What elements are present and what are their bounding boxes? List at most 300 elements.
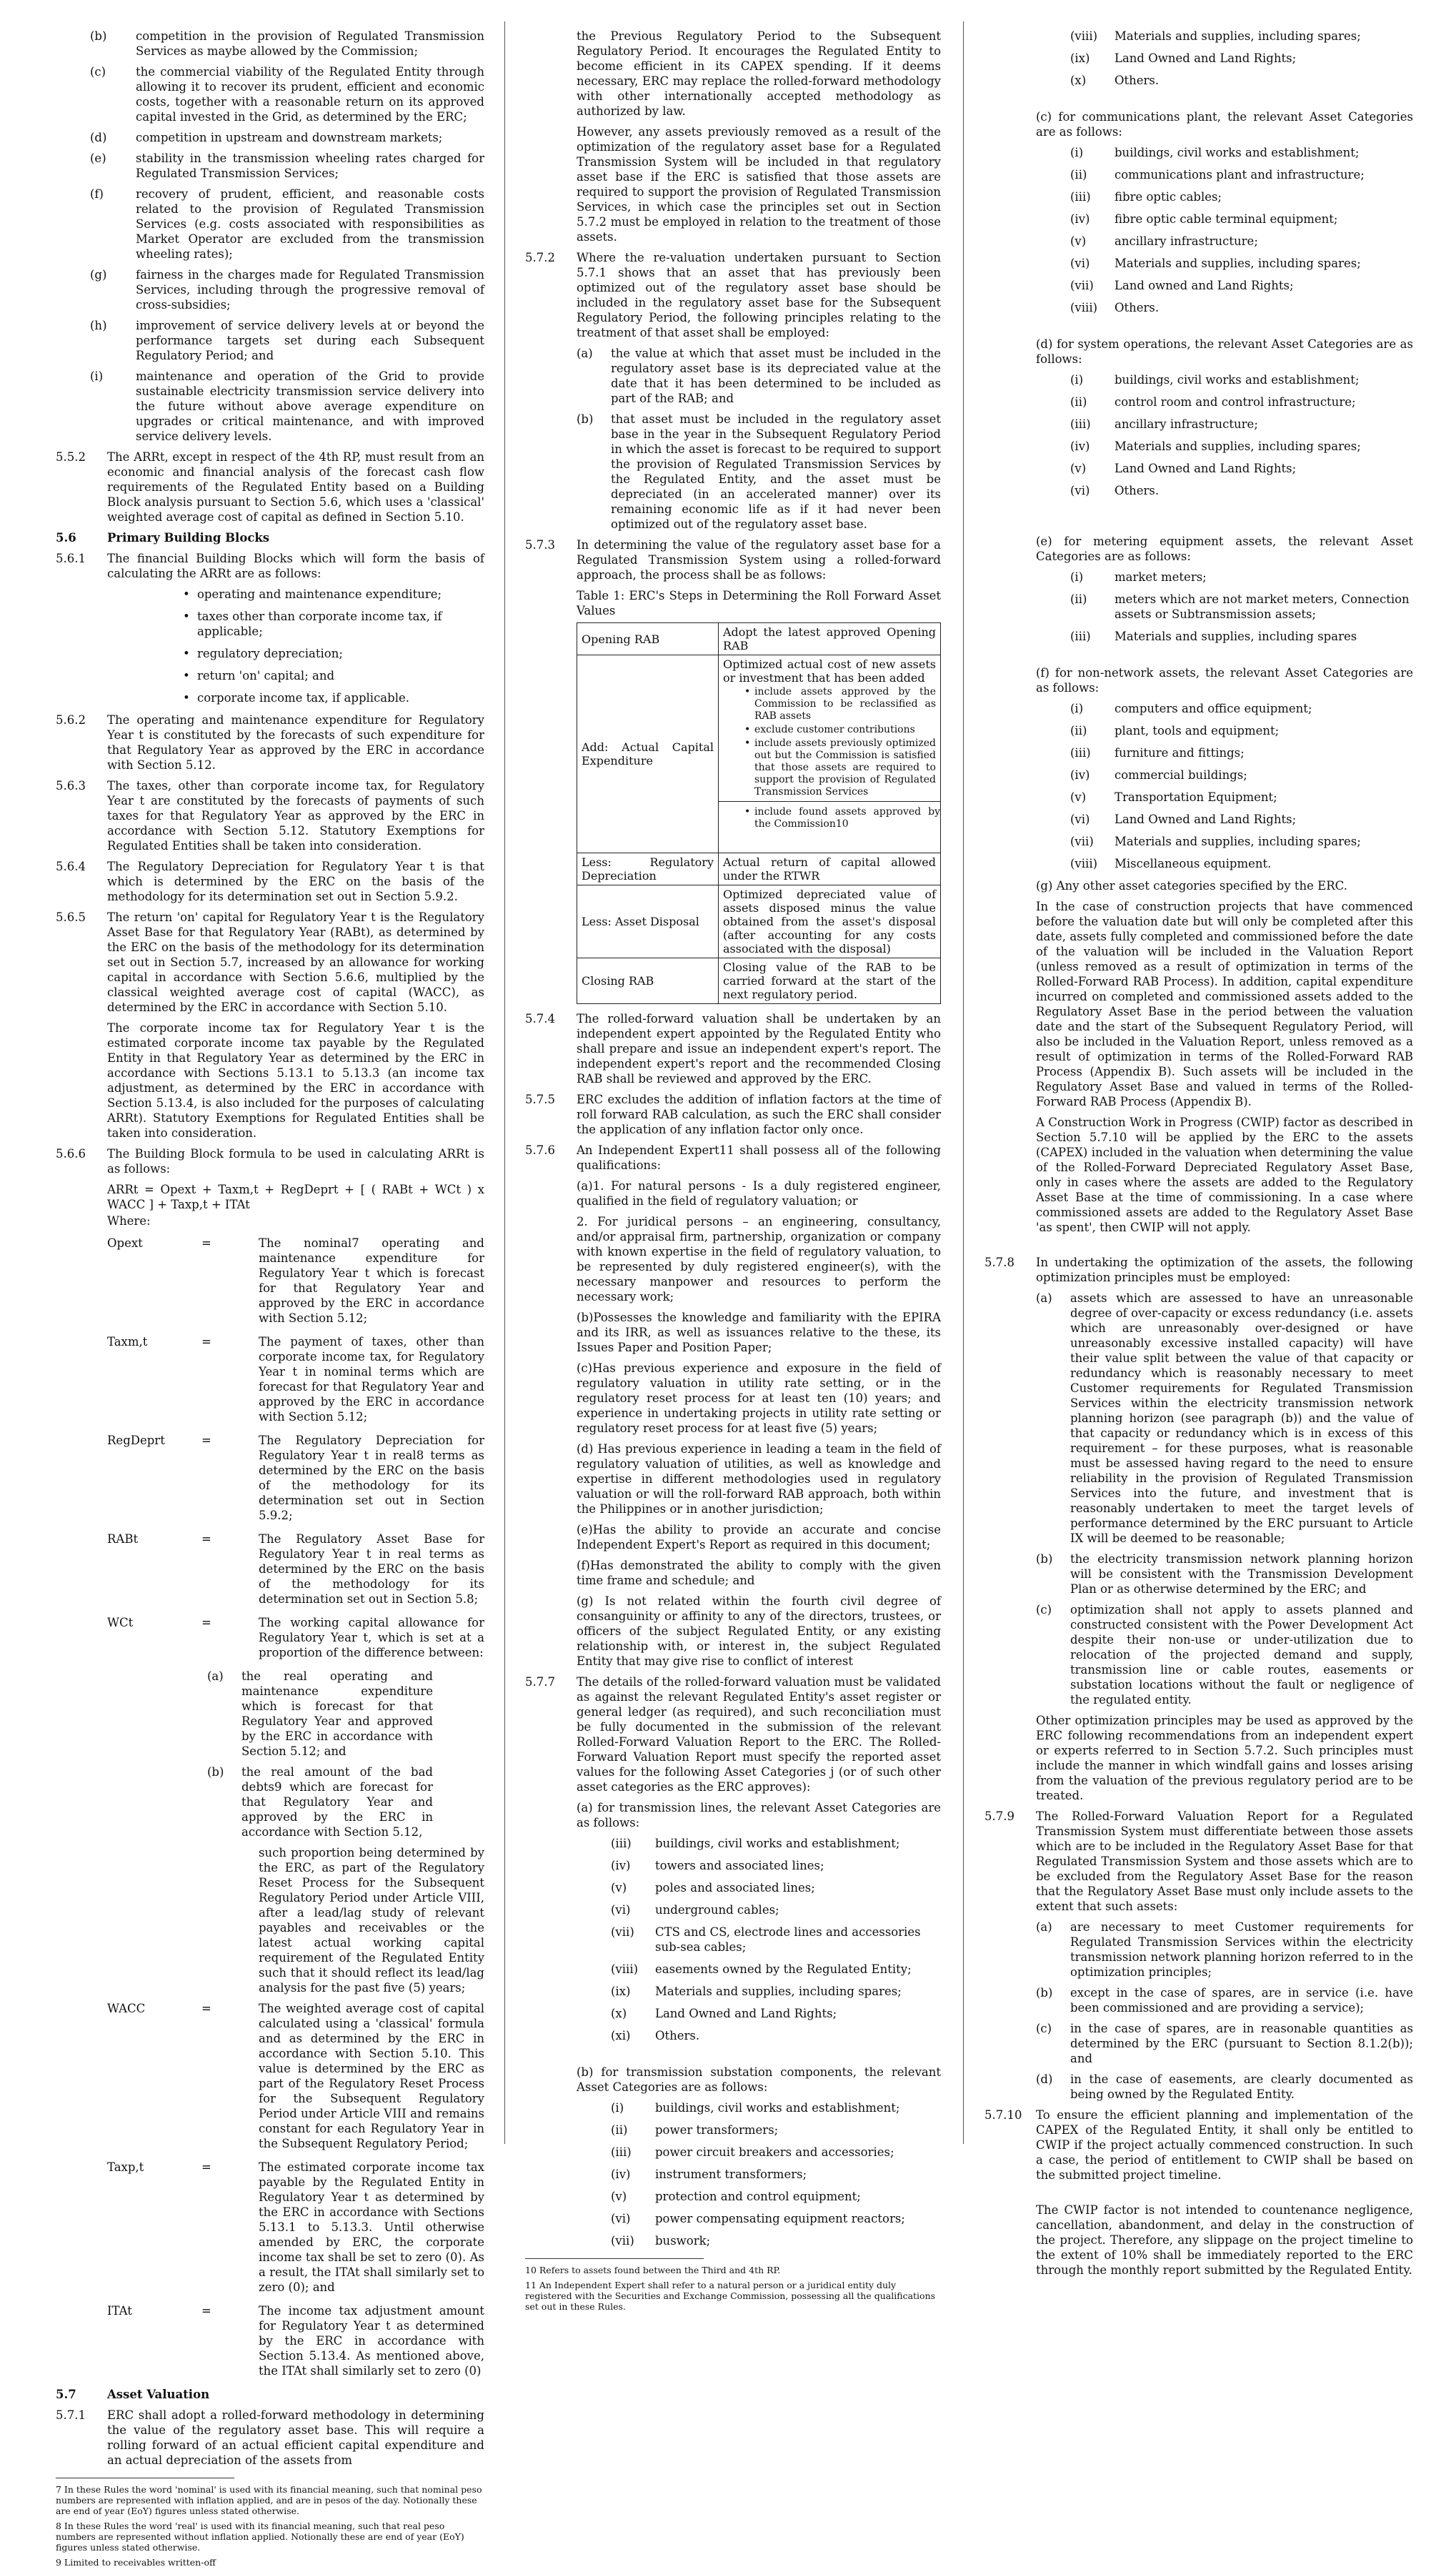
list-item bbox=[611, 1836, 941, 1851]
bullet-item: • taxes other than corporate income tax, if applicable; bbox=[184, 609, 484, 639]
table-cell: Closing value of the RAB to be carried forward at the start of the next regulatory period. bbox=[719, 958, 941, 1004]
clause-5-5-2 bbox=[56, 450, 484, 525]
definition-term: WACC bbox=[107, 2002, 146, 2015]
item-text: in the case of spares, are in reasonable quantities as determined by the ERC (pursuant to Section 8.1.2(b)); and bbox=[1070, 2022, 1413, 2065]
item-text: ancillary infrastructure; bbox=[1115, 234, 1258, 248]
list-item bbox=[207, 1764, 433, 1839]
list-item bbox=[1070, 461, 1413, 476]
clause-5-6-2 bbox=[56, 712, 484, 773]
definition-row bbox=[107, 1615, 484, 1660]
qualification-item: (g) Is not related within the fourth civil degree of consanguinity or affinity to any of the directors, trustees, or officers of the subject Regulated Entity, or any existing relationship with, or interest in, the subject Regulated Entity that may give rise to conflict of interest bbox=[577, 1594, 941, 1668]
footnote-11: 11 An Independent Expert shall refer to a natural person or a juridical entity duly registered with the Securities and Exchange Commission, possessing all the qualifications set out in these Rules. bbox=[525, 2280, 936, 2312]
clause-5-7-9 bbox=[984, 1809, 1413, 1914]
column-left bbox=[56, 29, 484, 2572]
list-item bbox=[611, 2145, 941, 2160]
list-item bbox=[207, 1669, 433, 1759]
definition-row bbox=[107, 1531, 484, 1607]
list-item bbox=[1036, 2021, 1413, 2066]
list-item bbox=[56, 64, 484, 124]
definition-term: WCt bbox=[107, 1616, 134, 1629]
optimization-principles bbox=[1036, 1291, 1413, 1707]
item-text: the value at which that asset must be included in the regulatory asset base is its depreciated value at the date that it has been determined to be included as part of the RAB; and bbox=[611, 347, 941, 405]
definition-text: The income tax adjustment amount for Regulatory Year t as determined by the ERC in accordance with Section 5.13.4. As mentioned above, the ITAt shall similarly set to zero (0) bbox=[259, 2304, 484, 2378]
qualification-item: (d) Has previous experience in leading a team in the field of regulatory valuation of utilities, as well as knowledge and expertise in different methodologies used in regulatory valuation or will the roll-forward RAB approach, both within the Philippines or in another jurisdiction; bbox=[577, 1442, 941, 1516]
clause-5-7-7 bbox=[525, 1674, 941, 1794]
item-text: power compensating equipment reactors; bbox=[655, 2212, 905, 2225]
list-item bbox=[611, 1902, 941, 1917]
list-item bbox=[1070, 834, 1413, 849]
item-label: (iii) bbox=[1070, 630, 1091, 643]
item-text: Land Owned and Land Rights; bbox=[655, 2007, 837, 2020]
item-label: (v) bbox=[611, 2190, 627, 2203]
definition-equals: = bbox=[201, 2304, 211, 2318]
item-text: easements owned by the Regulated Entity; bbox=[655, 1962, 912, 1976]
item-text: ancillary infrastructure; bbox=[1115, 417, 1258, 431]
item-text: Land Owned and Land Rights; bbox=[1115, 813, 1297, 826]
list-item bbox=[611, 1858, 941, 1873]
item-label: (vii) bbox=[1070, 835, 1094, 848]
item-text: buildings, civil works and establishment; bbox=[1115, 146, 1360, 159]
item-text: computers and office equipment; bbox=[1115, 702, 1312, 715]
definition-term: RegDeprt bbox=[107, 1434, 165, 1447]
item-label: (a) bbox=[207, 1669, 224, 1683]
objectives-list bbox=[56, 29, 484, 444]
qualification-item: (f)Has demonstrated the ability to comply with the given time frame and schedule; and bbox=[577, 1559, 941, 1587]
clause-number: 5.7.5 bbox=[525, 1093, 555, 1106]
list-item bbox=[1070, 300, 1413, 315]
clause-number: 5.7.10 bbox=[984, 2108, 1022, 2122]
definition-row bbox=[107, 1236, 484, 1326]
table-cell: Opening RAB bbox=[577, 623, 719, 655]
definition-equals: = bbox=[201, 1434, 211, 1447]
clause-5-7-8 bbox=[984, 1255, 1413, 1285]
list-item bbox=[611, 2006, 941, 2021]
item-label: (ii) bbox=[1070, 395, 1087, 409]
list-item bbox=[56, 187, 484, 262]
item-label: (g) bbox=[90, 268, 107, 282]
definition-row bbox=[107, 2001, 484, 2151]
item-label: (i) bbox=[1070, 146, 1084, 159]
item-text: competition in upstream and downstream markets; bbox=[136, 131, 443, 144]
item-text: meters which are not market meters, Connection assets or Subtransmission assets; bbox=[1115, 592, 1410, 621]
list-item bbox=[1070, 145, 1413, 160]
category-list bbox=[1070, 372, 1413, 498]
item-text: commercial buildings; bbox=[1115, 768, 1247, 782]
category-heading: (e) for metering equipment assets, the relevant Asset Categories are as follows: bbox=[1036, 535, 1413, 563]
clause-5-7-6 bbox=[525, 1143, 941, 1173]
list-item bbox=[56, 369, 484, 444]
clause-text: The Regulatory Depreciation for Regulatory Year t is that which is determined by the ERC on the basis of the methodology for its determination set out in Section 5.9.2. bbox=[107, 860, 484, 903]
list-item bbox=[611, 2028, 941, 2043]
clause-continuation: However, any assets previously removed as a result of the optimization of the regulatory asset base for a Regulated Transmission System will be included in that regulatory asset base if the ERC is satisfied that those assets are required to support the provision of Regulated Transmission Services, in which case the principles set out in Section 5.7.2 must be employed in relation to the treatment of those assets. bbox=[577, 125, 941, 244]
clause-text: The details of the rolled-forward valuation must be validated as against the relevant Regulated Entity's asset register or general ledger (as required), and such reconciliation must be fully documented in the submission of the relevant Rolled-Forward Valuation Report to the ERC. The Rolled-Forward Valuation Report must specify the reported asset values for the following Asset Categories j (or of such other asset categories as the ERC approves): bbox=[577, 1675, 941, 1794]
item-text: optimization shall not apply to assets planned and constructed consistent with the Power Development Act despite their non-use or under-utilization due to relocation of the projected demand and supply, transmission line or cable routes, easements or substation locations without the fault or negligence of the regulated entity. bbox=[1070, 1603, 1413, 1707]
list-item bbox=[1036, 1602, 1413, 1707]
list-item bbox=[1070, 723, 1413, 738]
list-item bbox=[577, 346, 941, 406]
clause-number: 5.7.1 bbox=[56, 2408, 86, 2422]
list-item bbox=[1070, 372, 1413, 387]
item-text: Materials and supplies, including spares bbox=[1115, 630, 1357, 643]
clause-5-6-1 bbox=[56, 551, 484, 581]
item-label: (ix) bbox=[611, 1985, 631, 1998]
table-cell: Less: Asset Disposal bbox=[577, 885, 719, 958]
list-item bbox=[1070, 417, 1413, 432]
definition-row bbox=[107, 1334, 484, 1424]
item-label: (ii) bbox=[1070, 168, 1087, 182]
table-cell: Actual return of capital allowed under the RTWR bbox=[719, 853, 941, 885]
list-item bbox=[1070, 629, 1413, 644]
list-item bbox=[1070, 167, 1413, 182]
category-heading: (d) for system operations, the relevant Asset Categories are as follows: bbox=[1036, 337, 1413, 366]
building-block-formula: ARRt = Opext + Taxm,t + RegDeprt + [ ( RABt + WCt ) x WACC ] + Taxp,t + ITAt bbox=[107, 1183, 484, 1211]
qualification-item: 2. For juridical persons – an engineering, consultancy, and/or appraisal firm, partnership, organization or company with known expertise in the field of regulatory valuation, to be represented by duly registered engineer(s), with the necessary manpower and resources to perform the necessary work; bbox=[577, 1215, 941, 1304]
item-text: that asset must be included in the regulatory asset base in the year in the Subsequent Regulatory Period in which the asset is forecast to be required to support the provision of Regulated Transmission Services by the Regulated Entity, and the asset must be depreciated (in an accelerated manner) over its remaining economic life as if it had never been optimized out of the regulatory asset base. bbox=[611, 412, 941, 531]
definition-equals: = bbox=[201, 1236, 211, 1250]
list-item bbox=[1036, 1985, 1413, 2015]
item-label: (iii) bbox=[1070, 417, 1091, 431]
item-text: fairness in the charges made for Regulated Transmission Services, including through the progressive removal of cross-subsidies; bbox=[136, 268, 484, 312]
item-text: the real operating and maintenance expenditure which is forecast for that Regulatory Year and approved by the ERC in accordance with Section 5.12; and bbox=[241, 1669, 433, 1758]
item-text: power transformers; bbox=[655, 2123, 779, 2137]
item-label: (iv) bbox=[611, 1859, 631, 1872]
item-text: Others. bbox=[1115, 301, 1160, 314]
clause-number: 5.6.1 bbox=[56, 552, 86, 565]
item-label: (iii) bbox=[1070, 746, 1091, 760]
formula-definitions bbox=[56, 1236, 484, 1660]
table-row bbox=[577, 885, 941, 958]
section-heading-5-6 bbox=[56, 530, 484, 545]
item-label: (v) bbox=[1070, 790, 1087, 804]
table-cell: Add: Actual Capital Expenditure bbox=[577, 655, 719, 853]
category-heading: (b) for transmission substation components, the relevant Asset Categories are as follows: bbox=[577, 2065, 941, 2094]
item-text: Others. bbox=[1115, 74, 1160, 87]
item-label: (ii) bbox=[1070, 592, 1087, 606]
item-text: plant, tools and equipment; bbox=[1115, 724, 1280, 738]
item-label: (x) bbox=[1070, 74, 1087, 87]
footnote-8: 8 In these Rules the word 'real' is used with its financial meaning, such that real peso numbers are represented without inflation applied. Notionally these are end of year (EoY) figures unless stated otherwise. bbox=[56, 2521, 464, 2553]
item-text: assets which are assessed to have an unreasonable degree of over-capacity or excess redundancy (i.e. assets which are unreasonably over-designed or have unreasonably excessive installed capacity) will have their value split between the value of that capacity or redundancy which is reasonably necessary to meet Customer requirements for Regulated Transmission Services within the electricity transmission network planning horizon (see paragraph (b)) and the value of that capacity or redundancy which is in excess of this requirement – for these purposes, what is reasonable must be assessed having regard to the need to ensure reliability in the provision of Regulated Transmission Services into the future, and investment that is reasonably undertaken to meet the target levels of performance determined by the ERC pursuant to Article IX will be deemed to be reasonable; bbox=[1070, 1291, 1413, 1545]
clause-text: In undertaking the optimization of the assets, the following optimization principles must be employed: bbox=[1036, 1256, 1413, 1284]
list-item bbox=[611, 2189, 941, 2204]
clause-text: Where the re-valuation undertaken pursuant to Section 5.7.1 shows that an asset that has previously been optimized out of the regulatory asset base should be included in the regulatory asset base for the Subsequent Regulatory Period, the following principles relating to the treatment of that asset shall be employed: bbox=[577, 251, 941, 339]
item-text: poles and associated lines; bbox=[655, 1881, 815, 1895]
item-text: improvement of service delivery levels at or beyond the performance targets set during each Subsequent Regulatory Period; and bbox=[136, 319, 484, 362]
item-text: Materials and supplies, including spares; bbox=[1115, 29, 1361, 43]
item-label: (iv) bbox=[1070, 212, 1090, 226]
list-item bbox=[1036, 1551, 1413, 1597]
item-text: fibre optic cable terminal equipment; bbox=[1115, 212, 1338, 226]
list-item bbox=[611, 2122, 941, 2137]
section-heading-5-7 bbox=[56, 2387, 484, 2402]
definition-term: RABt bbox=[107, 1532, 139, 1546]
list-item bbox=[56, 267, 484, 312]
item-label: (ii) bbox=[611, 2123, 628, 2137]
item-text: buildings, civil works and establishment; bbox=[1115, 373, 1360, 387]
list-item bbox=[56, 130, 484, 145]
definition-text: The estimated corporate income tax payable by the Regulated Entity in Regulatory Year t as determined by the ERC in accordance with Sections 5.13.1 to 5.13.3. Until otherwise amended by ERC, the corporate income tax shall be set to zero (0). As a result, the ITAt shall similarly set to zero (0); and bbox=[259, 2160, 484, 2294]
item-label: (vi) bbox=[1070, 257, 1090, 270]
item-text: Others. bbox=[655, 2029, 700, 2042]
item-text: fibre optic cables; bbox=[1115, 190, 1222, 204]
footnote-9: 9 Limited to receivables written-off bbox=[56, 2557, 216, 2568]
clause-5-7-4 bbox=[525, 1011, 941, 1086]
definition-text: The weighted average cost of capital calculated using a 'classical' formula and as determined by the ERC in accordance with Section 5.10. This value is determined by the ERC as part of the Regulatory Reset Process for the Subsequent Regulatory Period under Article VIII and remains constant for each Regulatory Year in the Subsequent Regulatory Period; bbox=[259, 2002, 484, 2150]
clause-continuation: Other optimization principles may be used as approved by the ERC following recommendations from an independent expert or experts referred to in Section 5.7.2. Such principles must include the manner in which windfall gains and losses arising from the valuation of the previous regulatory period are to be treated. bbox=[1036, 1714, 1413, 1802]
item-text: Materials and supplies, including spares; bbox=[1115, 440, 1361, 453]
list-item bbox=[577, 412, 941, 532]
list-item bbox=[1070, 592, 1413, 622]
item-label: (b) bbox=[577, 412, 594, 426]
table-cell: Less: Regulatory Depreciation bbox=[577, 853, 719, 885]
item-label: (iv) bbox=[611, 2168, 631, 2181]
item-label: (iv) bbox=[1070, 440, 1090, 453]
table-cell: Optimized depreciated value of assets disposed minus the value obtained from the asset's disposal (after accounting for any costs associated with the disposal) bbox=[719, 885, 941, 958]
list-item bbox=[1070, 812, 1413, 827]
category-list bbox=[1070, 145, 1413, 315]
item-label: (c) bbox=[1036, 2022, 1052, 2035]
clause-text: The financial Building Blocks which will form the basis of calculating the ARRt are as follows: bbox=[107, 552, 484, 580]
item-text: Materials and supplies, including spares; bbox=[655, 1985, 902, 1998]
item-text: communications plant and infrastructure; bbox=[1115, 168, 1365, 182]
item-label: (h) bbox=[90, 319, 107, 332]
list-item bbox=[1070, 256, 1413, 271]
clause-number: 5.7.6 bbox=[525, 1143, 555, 1157]
item-text: maintenance and operation of the Grid to provide sustainable electricity transmission service delivery into the future without above average expenditure on upgrades or critical maintenance, and with improved service delivery levels. bbox=[136, 369, 484, 443]
definition-row bbox=[107, 2303, 484, 2378]
item-label: (b) bbox=[1036, 1986, 1053, 2000]
definition-text: The nominal7 operating and maintenance expenditure for Regulatory Year t which is forecast for that Regulatory Year and approved by the ERC in accordance with Section 5.12; bbox=[259, 1236, 484, 1325]
item-label: (vi) bbox=[1070, 813, 1090, 826]
clause-text: ERC shall adopt a rolled-forward methodology in determining the value of the regulatory asset base. This will require a rolling forward of an actual efficient capital expenditure and an actual depreciation of the assets from bbox=[107, 2408, 484, 2467]
list-item bbox=[611, 1962, 941, 1977]
clause-text: The operating and maintenance expenditure for Regulatory Year t is constituted by the forecasts of such expenditure for that Regulatory Year as approved by the ERC in accordance with Section 5.12. bbox=[107, 713, 484, 772]
building-blocks-list bbox=[184, 587, 484, 705]
table-row bbox=[577, 623, 941, 655]
category-list bbox=[1070, 570, 1413, 644]
item-label: (x) bbox=[611, 2007, 627, 2020]
definition-text: The Regulatory Asset Base for Regulatory Year t in real terms as determined by the ERC on the basis of the methodology for its determination set out in Section 5.8; bbox=[259, 1532, 484, 1606]
category-list bbox=[1070, 29, 1413, 88]
clause-text: The Building Block formula to be used in calculating ARRt is as follows: bbox=[107, 1147, 484, 1176]
item-text: Transportation Equipment; bbox=[1115, 790, 1277, 804]
list-item bbox=[1070, 29, 1413, 44]
table-cell: Adopt the latest approved Opening RAB bbox=[719, 623, 941, 655]
item-text: instrument transformers; bbox=[655, 2168, 807, 2181]
bullet-item: • operating and maintenance expenditure; bbox=[184, 587, 484, 602]
table-bullet: • include assets approved by the Commission to be reclassified as RAB assets bbox=[744, 686, 936, 723]
column-divider bbox=[504, 21, 505, 2144]
table-bullet: • include found assets approved by the Commission10 bbox=[744, 806, 940, 830]
footnote-10: 10 Refers to assets found between the Third and 4th RP. bbox=[525, 2265, 781, 2275]
asset-conditions bbox=[1036, 1920, 1413, 2102]
list-item bbox=[1070, 278, 1413, 293]
item-text: in the case of easements, are clearly documented as being owned by the Regulated Entity. bbox=[1070, 2072, 1413, 2101]
item-text: buildings, civil works and establishment; bbox=[655, 2101, 900, 2115]
definition-text: The Regulatory Depreciation for Regulatory Year t in real8 terms as determined by the ERC on the basis of the methodology for its determination set out in Section 5.9.2; bbox=[259, 1434, 484, 1522]
clause-5-6-3 bbox=[56, 778, 484, 853]
list-item bbox=[611, 1880, 941, 1895]
item-text: Miscellaneous equipment. bbox=[1115, 857, 1272, 870]
item-label: (i) bbox=[1070, 702, 1084, 715]
clause-5-7-10 bbox=[984, 2107, 1413, 2183]
item-label: (ii) bbox=[1070, 724, 1087, 738]
item-label: (c) bbox=[90, 65, 106, 79]
item-label: (d) bbox=[90, 131, 107, 144]
list-item bbox=[1036, 2072, 1413, 2102]
item-label: (vii) bbox=[611, 2234, 634, 2248]
definition-term: ITAt bbox=[107, 2304, 132, 2318]
clause-continuation: The CWIP factor is not intended to countenance negligence, cancellation, abandonment, and delay in the construction of the project. Therefore, any slippage on the project timeline to the extent of 10% shall be immediately reported to the ERC through the monthly report submitted by the Regulated Entity. bbox=[1036, 2203, 1413, 2277]
item-label: (vi) bbox=[1070, 484, 1090, 497]
where-label: Where: bbox=[107, 1214, 151, 1228]
list-item bbox=[1070, 394, 1413, 409]
list-item bbox=[1070, 790, 1413, 805]
column-divider bbox=[963, 21, 964, 2144]
item-text: CTS and CS, electrode lines and accessories sub-sea cables; bbox=[655, 1925, 921, 1954]
footnote-7: 7 In these Rules the word 'nominal' is used with its financial meaning, such that nominal peso numbers are represented with inflation applied, and are in pesos of the day. Notionally these are end of year (EoY) figures unless stated otherwise. bbox=[56, 2484, 482, 2516]
clause-number: 5.7.2 bbox=[525, 251, 555, 264]
bullet-item: • return 'on' capital; and bbox=[184, 668, 484, 683]
item-label: (b) bbox=[1036, 1552, 1053, 1566]
clause-continuation: the Previous Regulatory Period to the Subsequent Regulatory Period. It encourages the Regulated Entity to become efficient in its CAPEX spending. If it deems necessary, ERC may replace the rolled-forward methodology with other internationally accepted methodology as authorized by law. bbox=[577, 29, 941, 118]
table-bullets bbox=[744, 686, 936, 798]
working-capital-items bbox=[207, 1669, 433, 1839]
list-item bbox=[1070, 768, 1413, 783]
item-label: (vi) bbox=[611, 2212, 631, 2225]
list-item bbox=[1070, 51, 1413, 66]
item-label: (a) bbox=[577, 347, 593, 360]
clause-5-7-2 bbox=[525, 250, 941, 340]
item-text: the real amount of the bad debts9 which are forecast for that Regulatory Year and approved by the ERC in accordance with Section 5.12, bbox=[241, 1765, 433, 1839]
item-text: stability in the transmission wheeling rates charged for Regulated Transmission Services; bbox=[136, 152, 484, 180]
list-item bbox=[611, 2100, 941, 2115]
list-item bbox=[1036, 1291, 1413, 1546]
definition-term: Opext bbox=[107, 1236, 143, 1250]
clause-text: In determining the value of the regulatory asset base for a Regulated Transmission System using a rolled-forward approach, the process shall be as follows: bbox=[577, 538, 941, 582]
qualifications-list bbox=[525, 1178, 941, 1669]
list-item bbox=[56, 318, 484, 363]
item-label: (f) bbox=[90, 187, 104, 201]
qualification-item: (a)1. For natural persons - Is a duly registered engineer, qualified in the field of regulatory valuation; or bbox=[577, 1179, 941, 1208]
section-title: Primary Building Blocks bbox=[107, 531, 270, 545]
item-text: power circuit breakers and accessories; bbox=[655, 2145, 894, 2159]
item-text: protection and control equipment; bbox=[655, 2190, 861, 2203]
construction-paragraph: In the case of construction projects that have commenced before the valuation date but will only be completed after this date, assets fully completed and commissioned before the date of the valuation will be included in the Valuation Report (unless removed as a result of optimization in terms of the Rolled-Forward RAB Process). In addition, capital expenditure incurred on completed and commissioned assets added to the Regulatory Asset Base in the period between the valuation date and the start of the Subsequent Regulatory Period, will also be included in the Valuation Report, unless removed as a result of optimization in terms of the Rolled-Forward RAB Process (Appendix B). Such assets will be included in the Regulatory Asset Base and valued in terms of the Rolled-Forward RAB Process (Appendix B). bbox=[1036, 900, 1413, 1108]
clause-number: 5.7.9 bbox=[984, 1809, 1014, 1823]
definition-text: The working capital allowance for Regulatory Year t, which is set at a proportion of the difference between: bbox=[259, 1616, 484, 1659]
table-bullet: • exclude customer contributions bbox=[744, 724, 936, 736]
item-label: (iii) bbox=[1070, 190, 1091, 204]
clause-number: 5.7.4 bbox=[525, 1012, 555, 1026]
clause-5-7-5 bbox=[525, 1092, 941, 1137]
qualification-item: (c)Has previous experience and exposure in the field of regulatory valuation in utility rate setting, or in the regulatory reset process for at least ten (10) years; and experience in undertaking projects in utility rate setting or regulatory reset process for at least five (5) years; bbox=[577, 1361, 941, 1435]
section-number: 5.6 bbox=[56, 531, 76, 545]
working-capital-tail: such proportion being determined by the ERC, as part of the Regulatory Reset Process for the Subsequent Regulatory Period under Article VIII, after a lead/lag study of relevant payables and receivables or the latest actual working capital requirement of the Regulated Entity such that it should reflect its lead/lag analysis for the past five (5) years; bbox=[259, 1846, 484, 1995]
table-cell-text: Optimized actual cost of new assets or investment that has been added bbox=[723, 657, 936, 685]
list-item bbox=[1070, 701, 1413, 716]
definition-equals: = bbox=[201, 1532, 211, 1546]
clause-number: 5.6.5 bbox=[56, 910, 86, 924]
formula-definitions-2 bbox=[56, 2001, 484, 2378]
list-item bbox=[1070, 73, 1413, 88]
clause-text: The return 'on' capital for Regulatory Year t is the Regulatory Asset Base for that Regulatory Year (RABt), as determined by the ERC on the basis of the methodology for its determination set out in Section 5.7, increased by an allowance for working capital in accordance with Section 5.6.6, multiplied by the classical weighted average cost of capital (WACC), as determined by the ERC in accordance with Section 5.10. bbox=[107, 910, 484, 1014]
item-text: buswork; bbox=[655, 2234, 711, 2248]
clause-number: 5.6.6 bbox=[56, 1147, 86, 1161]
clause-text: To ensure the efficient planning and implementation of the CAPEX of the Regulated Entity, it shall only be entitled to CWIP if the project actually commenced construction. In such a case, the period of entitlement to CWIP shall be based on the submitted project timeline. bbox=[1036, 2108, 1413, 2182]
table-row bbox=[577, 655, 941, 853]
bullet-item: • corporate income tax, if applicable. bbox=[184, 690, 484, 705]
cwip-paragraph: A Construction Work in Progress (CWIP) factor as described in Section 5.7.10 will be applied by the ERC to the assets (CAPEX) included in the valuation when determining the value of the Rolled-Forward Depreciated Regulatory Asset Base, only in cases where the assets are added to the Regulatory Asset Base at the time of commissioning. In a case where commissioned assets are added to the Regulatory Asset Base 'as spent', then CWIP will not apply. bbox=[1036, 1116, 1413, 1234]
list-item bbox=[1070, 212, 1413, 227]
list-item bbox=[1070, 856, 1413, 871]
definition-equals: = bbox=[201, 1616, 211, 1629]
section-number: 5.7 bbox=[56, 2388, 76, 2401]
item-label: (i) bbox=[611, 2101, 624, 2115]
roll-forward-table bbox=[577, 622, 941, 1004]
list-item bbox=[1070, 234, 1413, 249]
clause-number: 5.7.3 bbox=[525, 538, 555, 552]
clause-5-7-3 bbox=[525, 537, 941, 582]
item-text: Land Owned and Land Rights; bbox=[1115, 462, 1297, 475]
list-item bbox=[1070, 439, 1413, 454]
clause-5-7-2-items bbox=[577, 346, 941, 532]
item-text: recovery of prudent, efficient, and reasonable costs related to the provision of Regulated Transmission Services (e.g. costs associated with responsibilities as Market Operator are excluded from the transmission wheeling rates); bbox=[136, 187, 484, 261]
item-label: (d) bbox=[1036, 2072, 1053, 2086]
table-bullet: • include assets previously optimized out but the Commission is satisfied that those assets are required to support the provision of Regulated Transmission Services bbox=[744, 738, 936, 798]
item-text: Materials and supplies, including spares; bbox=[1115, 257, 1361, 270]
item-text: market meters; bbox=[1115, 570, 1207, 584]
item-label: (iii) bbox=[611, 2145, 632, 2159]
item-label: (a) bbox=[1036, 1291, 1052, 1305]
table-row bbox=[577, 958, 941, 1004]
list-item bbox=[56, 151, 484, 181]
table-cell: Closing RAB bbox=[577, 958, 719, 1004]
clause-5-6-4 bbox=[56, 859, 484, 904]
clause-text: The taxes, other than corporate income tax, for Regulatory Year t are constituted by the forecasts of payments of such taxes for that Regulatory Year as approved by the ERC in accordance with Section 5.12. Statutory Exemptions for Regulated Entities shall be taken into consideration. bbox=[107, 779, 484, 853]
clause-number: 5.6.4 bbox=[56, 860, 86, 873]
section-title: Asset Valuation bbox=[107, 2388, 210, 2401]
item-label: (viii) bbox=[611, 1962, 639, 1976]
list-item bbox=[611, 2167, 941, 2182]
item-text: buildings, civil works and establishment; bbox=[655, 1837, 900, 1850]
category-heading: (c) for communications plant, the relevant Asset Categories are as follows: bbox=[1036, 110, 1413, 139]
clause-5-6-5 bbox=[56, 910, 484, 1015]
item-text: Land owned and Land Rights; bbox=[1115, 279, 1294, 292]
column-middle bbox=[525, 29, 941, 2316]
item-label: (i) bbox=[90, 369, 104, 383]
clause-number: 5.5.2 bbox=[56, 450, 86, 464]
clause-number: 5.6.3 bbox=[56, 779, 86, 793]
definition-equals: = bbox=[201, 1335, 211, 1349]
item-label: (xi) bbox=[611, 2029, 631, 2042]
category-heading: (a) for transmission lines, the relevant Asset Categories are as follows: bbox=[577, 1801, 941, 1829]
item-label: (b) bbox=[207, 1765, 224, 1779]
item-text: except in the case of spares, are in service (i.e. have been commissioned and are providing a service); bbox=[1070, 1986, 1413, 2015]
clause-text: The Rolled-Forward Valuation Report for a Regulated Transmission System must differentiate between those assets which are to be included in the Regulatory Asset Base for that Regulated Transmission System and those assets which are to be excluded from the Regulatory Asset Base for the reason that the Regulatory Asset Base must only include assets to the extent that such assets: bbox=[1036, 1809, 1413, 1913]
clause-5-7-1 bbox=[56, 2408, 484, 2468]
clause-5-6-6 bbox=[56, 1146, 484, 1176]
clause-number: 5.7.7 bbox=[525, 1675, 555, 1689]
table-bullets bbox=[719, 801, 940, 830]
list-item bbox=[56, 29, 484, 59]
clause-text: An Independent Expert11 shall possess all of the following qualifications: bbox=[577, 1143, 941, 1172]
item-text: towers and associated lines; bbox=[655, 1859, 824, 1872]
clause-text: ERC excludes the addition of inflation factors at the time of roll forward RAB calculation, as such the ERC shall consider the application of any inflation factor only once. bbox=[577, 1093, 941, 1136]
item-text: Others. bbox=[1115, 484, 1160, 497]
clause-number: 5.6.2 bbox=[56, 713, 86, 727]
item-label: (e) bbox=[90, 152, 106, 165]
